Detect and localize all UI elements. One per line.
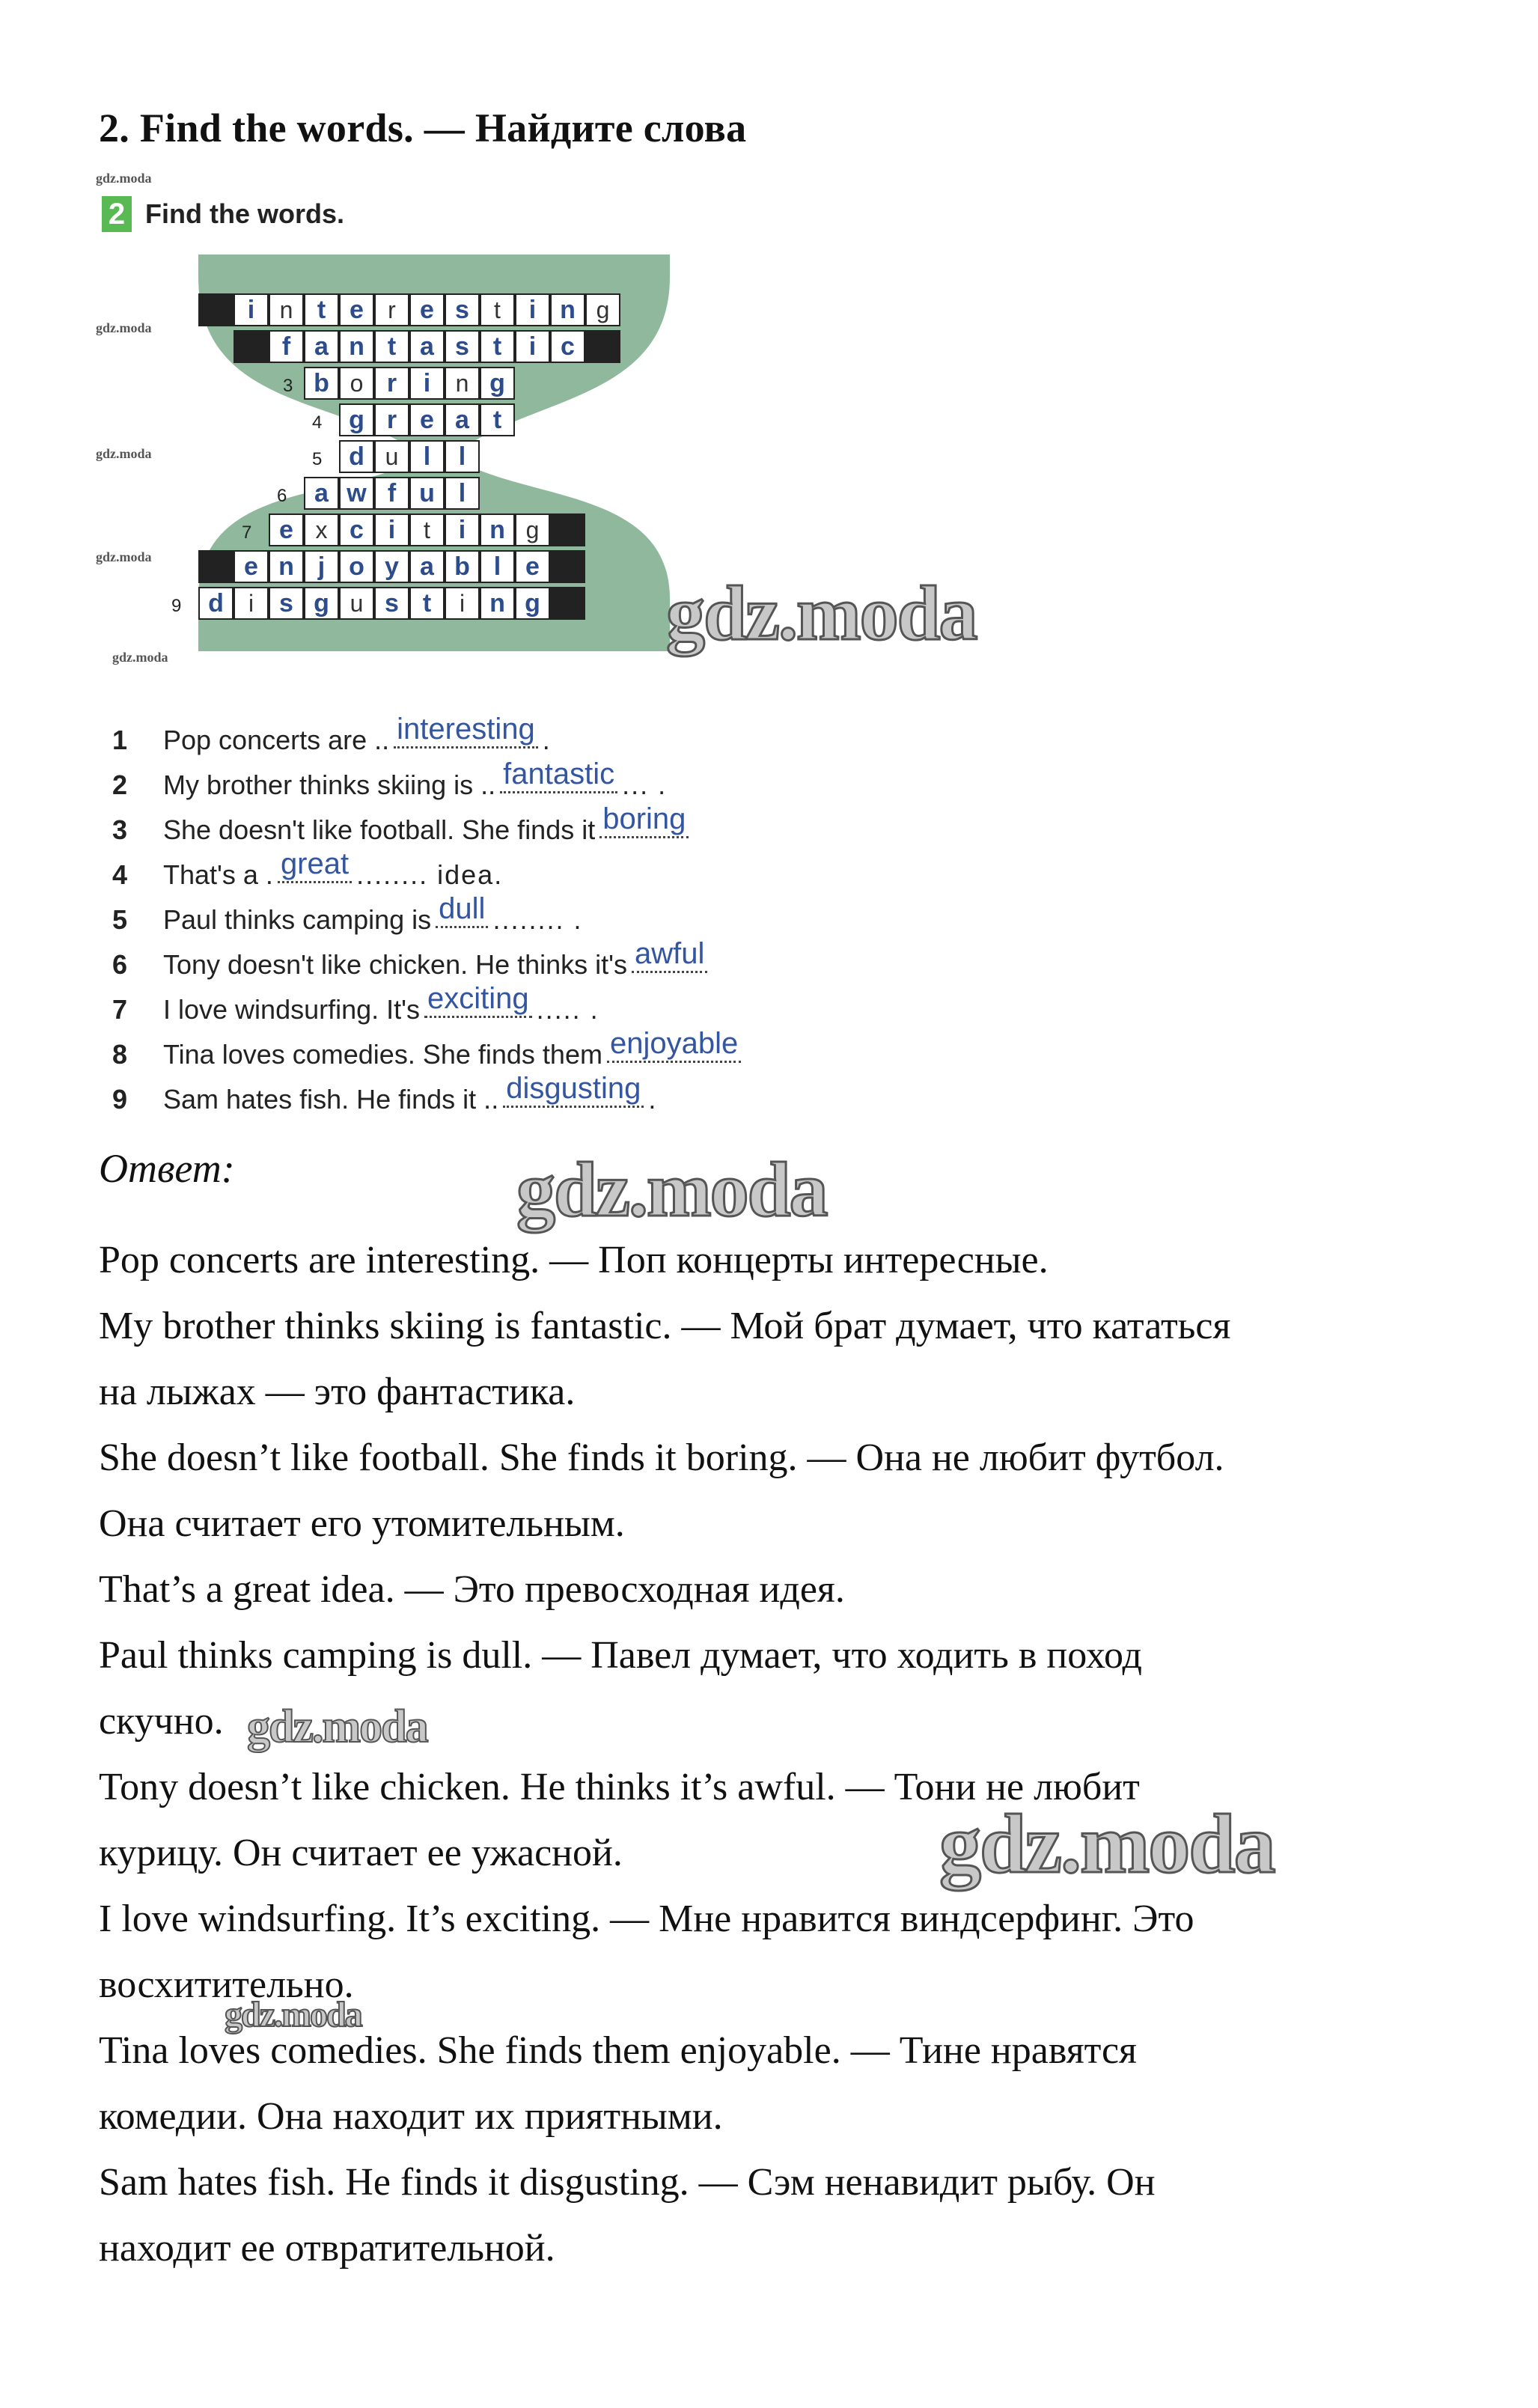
puzzle-letter-cell: e [339,293,374,326]
puzzle-letter-cell: t [480,293,515,326]
puzzle-letter-cell: i [234,293,269,326]
puzzle-letter-cell: g [515,513,550,546]
answer-label: Ответ: [99,1146,235,1191]
answer-line: комедии. Она находит их приятными. [99,2095,723,2138]
puzzle-letter-cell: b [445,550,480,583]
sentence-answer: boring [599,802,689,838]
puzzle-black-cell [198,550,234,583]
sentence-answer: dull [436,892,488,928]
puzzle-letter-cell: u [339,587,374,620]
puzzle-letter-cell: l [445,440,480,473]
puzzle-letter-cell: w [339,477,374,510]
puzzle-letter-cell: n [269,293,304,326]
sentence-row [112,801,745,846]
puzzle-row-number: 5 [312,449,323,469]
sentence-answer: awful [632,937,707,973]
puzzle-letter-cell: e [234,550,269,583]
puzzle-letter-cell: s [445,293,480,326]
watermark-small: gdz.moda [112,650,168,665]
puzzle-letter-cell: n [550,293,585,326]
sentence-ending: ... . [622,769,668,800]
watermark-large: gdz.moda [666,570,977,656]
puzzle-row-number: 6 [277,486,287,506]
sentence-number: 4 [112,859,128,890]
puzzle-row-number: 9 [171,596,182,616]
answer-line: Tina loves comedies. She finds them enjoyable. — Тине нравятся [99,2029,1137,2072]
puzzle-letter-cell: a [304,477,339,510]
answer-line: Paul thinks camping is dull. — Павел думает, что ходить в поход [99,1634,1142,1677]
puzzle-letter-cell: t [480,330,515,363]
puzzle-letter-cell: i [445,587,480,620]
sentence-number: 1 [112,725,128,755]
sentence-answer: fantastic [500,758,617,793]
puzzle-letter-cell: e [409,293,445,326]
sentence-row [112,711,745,756]
puzzle-letter-cell: n [480,513,515,546]
puzzle-letter-cell: e [269,513,304,546]
puzzle-letter-cell: d [198,587,234,620]
sentence-text: I love windsurfing. It's [163,994,421,1025]
puzzle-letter-cell: r [374,367,409,400]
puzzle-letter-cell: o [339,550,374,583]
sentence-answer: great [278,847,352,883]
sentence-number: 7 [112,994,128,1025]
puzzle-black-cell [198,293,234,326]
page-title: 2. Find the words. — Найдите слова [99,106,747,150]
puzzle-letter-cell: g [304,587,339,620]
sentence-text: She doesn't like football. She finds it [163,814,596,845]
puzzle-letter-cell: g [480,367,515,400]
sentence-row [112,756,745,801]
watermark-small: gdz.moda [96,320,152,335]
sentence-number: 8 [112,1039,128,1070]
answer-line: Sam hates fish. He finds it disgusting. — Сэм ненавидит рыбу. Он [99,2161,1156,2204]
watermark-small: gdz.moda [96,171,152,186]
puzzle-letter-cell: a [409,550,445,583]
puzzle-letter-cell: l [480,550,515,583]
puzzle-letter-cell: s [445,330,480,363]
puzzle-black-cell [550,513,585,546]
answer-line: скучно. [99,1700,224,1743]
sentence-number: 2 [112,769,128,800]
puzzle-letter-cell: i [515,293,550,326]
puzzle-letter-cell: u [409,477,445,510]
sentence-row [112,846,745,891]
puzzle-letter-cell: r [374,403,409,436]
answer-line: Она считает его утомительным. [99,1502,625,1545]
puzzle-letter-cell: a [445,403,480,436]
puzzle-letter-cell: s [374,587,409,620]
puzzle-letter-cell: b [304,367,339,400]
puzzle-letter-cell: i [445,513,480,546]
sentence-answer: interesting [394,713,538,749]
puzzle-letter-cell: c [550,330,585,363]
sentence-answer: exciting [424,982,532,1018]
puzzle-black-cell [550,550,585,583]
puzzle-black-cell [550,587,585,620]
puzzle-letter-cell: i [234,587,269,620]
watermark-medium: gdz.moda [247,1701,427,1752]
puzzle-letter-cell: t [480,403,515,436]
sentence-ending: ........ idea. [356,859,504,890]
puzzle-letter-cell: i [409,367,445,400]
puzzle-letter-cell: u [374,440,409,473]
puzzle-letter-cell: l [445,477,480,510]
answer-text [99,1228,1446,2281]
puzzle-letter-cell: t [304,293,339,326]
sentence-row [112,936,745,981]
sentence-text: Tony doesn't like chicken. He thinks it's [163,949,628,980]
puzzle-letter-cell: n [269,550,304,583]
answer-line: My brother thinks skiing is fantastic. — Мой брат думает, что кататься [99,1305,1231,1347]
puzzle-letter-cell: f [269,330,304,363]
puzzle-letter-cell: l [409,440,445,473]
sentence-list [112,711,745,1115]
answer-line: She doesn’t like football. She finds it boring. — Она не любит футбол. [99,1436,1224,1479]
answer-line: курицу. Он считает ее ужасной. [99,1832,623,1874]
puzzle-letter-cell: i [515,330,550,363]
puzzle-letter-cell: o [339,367,374,400]
sentence-text: Paul thinks camping is [163,904,432,935]
answer-line: Tony doesn’t like chicken. He thinks it’s awful. — Тони не любит [99,1766,1140,1808]
sentence-ending: ........ . [492,904,583,935]
sentence-row [112,981,745,1025]
puzzle-letter-cell: s [269,587,304,620]
watermark-medium: gdz.moda [225,1995,361,2034]
puzzle-row-number: 4 [312,412,323,433]
sentence-number: 3 [112,814,128,845]
sentence-number: 5 [112,904,128,935]
watermark-large: gdz.moda [939,1798,1275,1891]
puzzle-letter-cell: j [304,550,339,583]
puzzle-letter-cell: n [339,330,374,363]
puzzle-letter-cell: r [374,293,409,326]
sentence-ending: . [648,1084,658,1115]
sentence-text: Tina loves comedies. She finds them [163,1039,602,1070]
sentence-text: Pop concerts are .. [163,725,390,755]
word-puzzle [171,254,670,651]
answer-line: на лыжах — это фантастика. [99,1371,576,1413]
puzzle-black-cell [234,330,269,363]
exercise-number: 2 [102,196,132,232]
answer-line: восхитительно. [99,1963,354,2006]
sentence-ending: ..... . [536,994,599,1025]
puzzle-letter-cell: g [339,403,374,436]
puzzle-letter-cell: c [339,513,374,546]
puzzle-letter-cell: t [374,330,409,363]
puzzle-letter-cell: g [515,587,550,620]
puzzle-letter-cell: t [409,587,445,620]
sentence-number: 9 [112,1084,128,1115]
watermark-small: gdz.moda [96,446,152,461]
puzzle-letter-cell: i [374,513,409,546]
sentence-answer: enjoyable [607,1027,741,1063]
puzzle-letter-cell: n [445,367,480,400]
sentence-row [112,1070,745,1115]
puzzle-letter-cell: t [409,513,445,546]
puzzle-letter-cell: e [515,550,550,583]
answer-line: I love windsurfing. It’s exciting. — Мне нравится виндсерфинг. Это [99,1898,1194,1940]
puzzle-row-number: 7 [242,522,252,543]
exercise-title: Find the words. [145,198,344,229]
puzzle-letter-cell: f [374,477,409,510]
sentence-text: Sam hates fish. He finds it .. [163,1084,499,1115]
puzzle-row-number: 3 [283,376,293,396]
sentence-row [112,1025,745,1070]
puzzle-letter-cell: a [304,330,339,363]
exercise-header [102,196,344,232]
sentence-number: 6 [112,949,128,980]
puzzle-letter-cell: y [374,550,409,583]
answer-line: находит ее отвратительной. [99,2227,555,2270]
answer-line: Pop concerts are interesting. — Поп концерты интересные. [99,1239,1049,1281]
sentence-text: My brother thinks skiing is .. [163,769,496,800]
sentence-row [112,891,745,936]
puzzle-letter-cell: g [585,293,620,326]
sentence-ending: . [542,725,552,755]
sentence-answer: disgusting [503,1072,644,1108]
puzzle-letter-cell: e [409,403,445,436]
watermark-large: gdz.moda [516,1147,827,1233]
puzzle-letter-cell: n [480,587,515,620]
answer-line: That’s a great idea. — Это превосходная идея. [99,1568,845,1611]
puzzle-letter-cell: d [339,440,374,473]
puzzle-letter-cell: a [409,330,445,363]
puzzle-letter-cell: x [304,513,339,546]
watermark-small: gdz.moda [96,549,152,564]
puzzle-black-cell [585,330,620,363]
sentence-text: That's a . [163,859,273,890]
